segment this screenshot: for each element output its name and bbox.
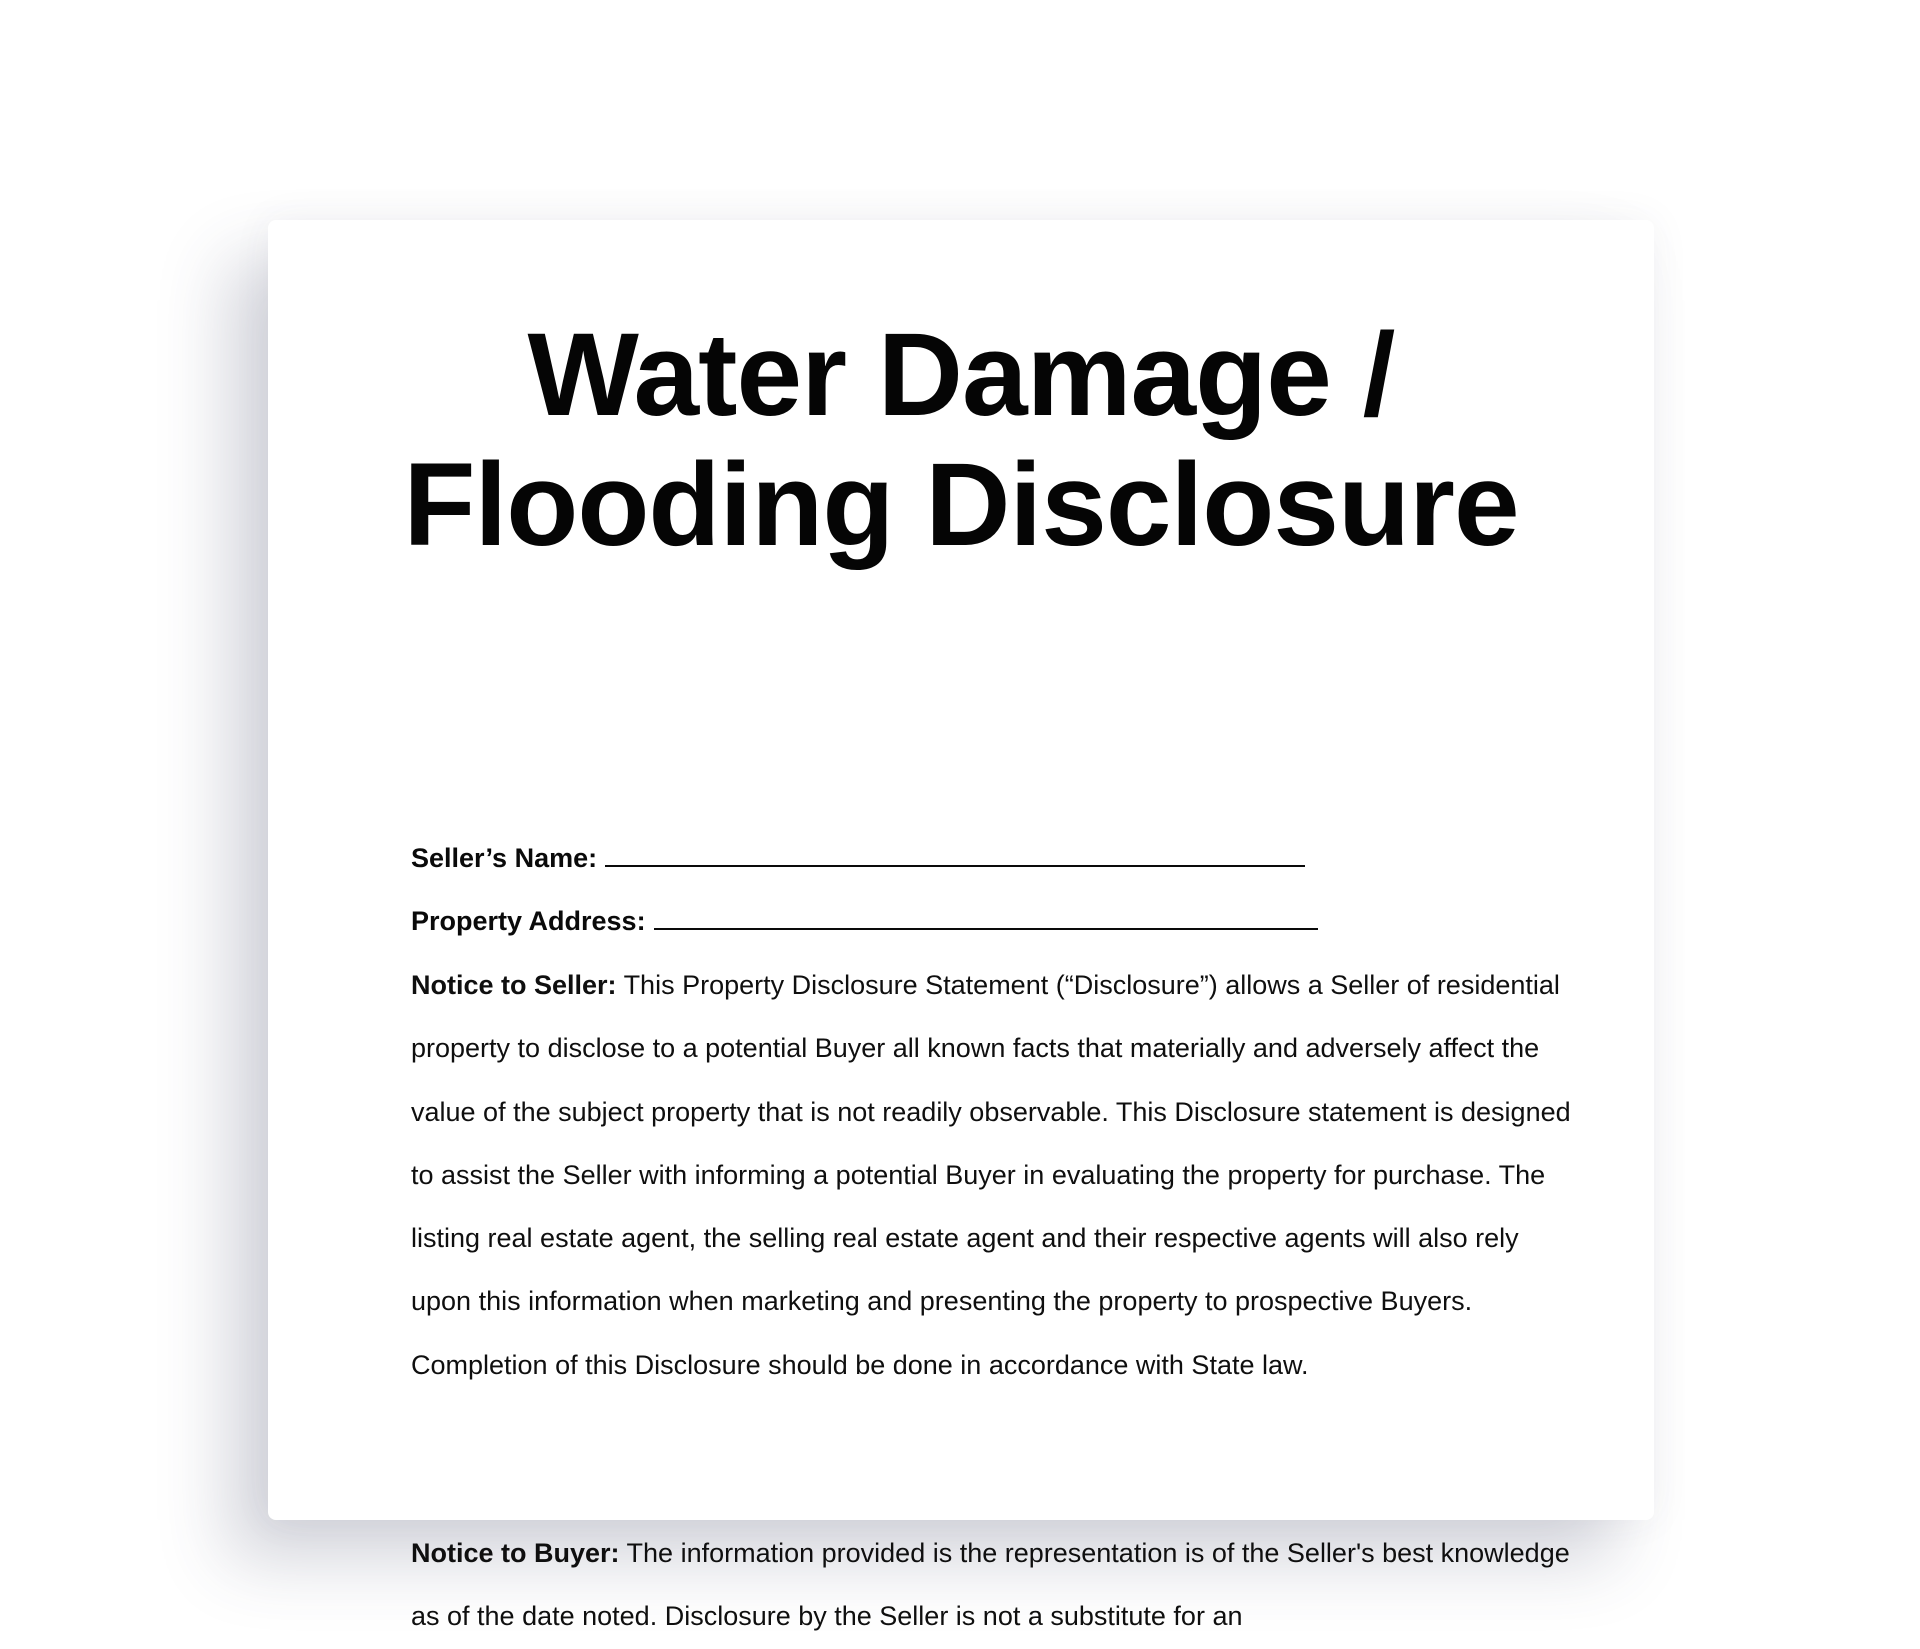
property-address-blank-line[interactable] (654, 904, 1318, 930)
seller-name-label: Seller’s Name: (411, 843, 598, 873)
notice-to-seller-text: This Property Disclosure Statement (“Disclosure”) allows a Seller of residential property to disclose to a potential Buyer all known facts that materially and adversely affect the value of the subject property that is not readily observable. This Disclosure statement is designed to assist the Seller with informing a potential Buyer in evaluating the property for purchase. The listing real estate agent, the selling real estate agent and their respective agents will also rely upon this information when marketing and presenting the property to prospective Buyers. Completion of this Disclosure should be done in accordance with State law. (411, 970, 1571, 1380)
property-address-field (411, 901, 1318, 941)
notice-to-buyer-label: Notice to Buyer: (411, 1538, 620, 1568)
title-line-1: Water Damage / (527, 309, 1395, 441)
seller-name-field (411, 838, 1305, 878)
document-page (268, 220, 1654, 1632)
notice-to-seller (411, 954, 1571, 1397)
document-title (391, 310, 1531, 570)
title-line-2: Flooding Disclosure (403, 439, 1519, 571)
notice-to-buyer (411, 1522, 1571, 1649)
property-address-label: Property Address: (411, 906, 646, 936)
notice-to-seller-label: Notice to Seller: (411, 970, 617, 1000)
seller-name-blank-line[interactable] (605, 841, 1305, 867)
notice-to-buyer-text: The information provided is the representation is of the Seller's best knowledge as of the date noted. Disclosure by the Seller is not a substitute for an (411, 1538, 1570, 1632)
